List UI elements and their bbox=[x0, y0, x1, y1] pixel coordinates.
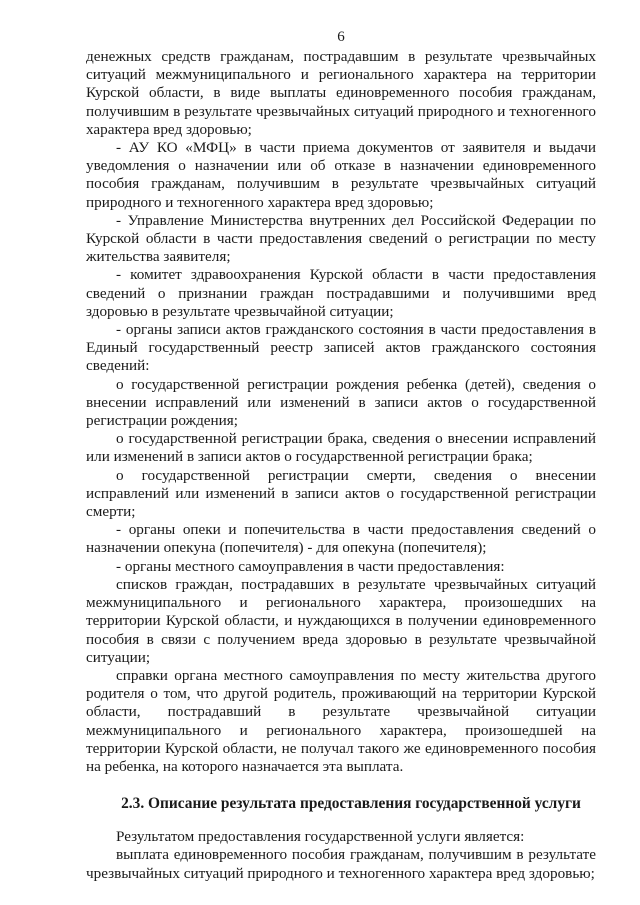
section-heading: 2.3. Описание результата предоставления государственной услуги bbox=[121, 795, 581, 813]
list-subitem-marriage: о государственной регистрации брака, сведения о внесении исправлений или изменений в записи актов о государственной регистрации брака; bbox=[86, 430, 596, 466]
list-subitem-victims-list: списков граждан, пострадавших в результате чрезвычайных ситуаций межмуниципального и регионального характера, произошедших на территории Курской области, и нуждающихся в получении единовременного пособия в связи с получением вреда здоровью в результате чрезвычайной ситуации; bbox=[86, 575, 596, 666]
list-item-zags: - органы записи актов гражданского состояния в части предоставления в Единый государственный реестр записей актов гражданского состояния сведений: bbox=[86, 321, 596, 375]
list-item-mvd: - Управление Министерства внутренних дел Российской Федерации по Курской области в части предоставления сведений о регистрации по месту жительства заявителя; bbox=[86, 211, 596, 266]
list-subitem-birth: о государственной регистрации рождения ребенка (детей), сведения о внесении исправлений или изменений в записи актов о государственной регистрации рождения; bbox=[86, 375, 596, 430]
page-number: 6 bbox=[337, 29, 345, 45]
list-item-guardianship: - органы опеки и попечительства в части предоставления сведений о назначении опекуна (попечителя) - для опекуна (попечителя); bbox=[86, 521, 596, 557]
list-item-health-committee: - комитет здравоохранения Курской области в части предоставления сведений о признании граждан пострадавшими и получившими вред здоровью в результате чрезвычайной ситуации; bbox=[86, 266, 596, 320]
paragraph-continuation: денежных средств гражданам, пострадавшим в результате чрезвычайных ситуаций межмуниципального и регионального характера на территории Курской области, в виде выплаты единовременного пособия гражданам, получившим в результате чрезвычайных ситуаций природного и техногенного характера вред здоровью; bbox=[86, 48, 596, 138]
list-subitem-death: о государственной регистрации смерти, сведения о внесении исправлений или изменений в записи актов о государственной регистрации смерти; bbox=[86, 466, 596, 521]
section-paragraph-intro: Результатом предоставления государственной услуги является: bbox=[116, 828, 525, 846]
list-item-mfc: - АУ КО «МФЦ» в части приема документов от заявителя и выдачи уведомления о назначении или об отказе в назначении единовременного пособия гражданам, получившим в результате чрезвычайных ситуаций природного и техногенного характера вред здоровью; bbox=[86, 139, 596, 211]
list-subitem-parent-certificate: справки органа местного самоуправления по месту жительства другого родителя о том, что другой родитель, проживающий на территории Курской области, пострадавший в результате чрезвычайной ситуации межмуниципального и регионального характера, произошедшей на территории Курской области, не получал такого же единовременного пособия на ребенка, на которого назначается эта выплата. bbox=[86, 666, 596, 775]
section-paragraph-result: выплата единовременного пособия гражданам, получившим в результате чрезвычайных ситуаций природного и техногенного характера вред здоровью; bbox=[86, 846, 596, 882]
list-item-local-government: - органы местного самоуправления в части предоставления: bbox=[116, 557, 505, 575]
